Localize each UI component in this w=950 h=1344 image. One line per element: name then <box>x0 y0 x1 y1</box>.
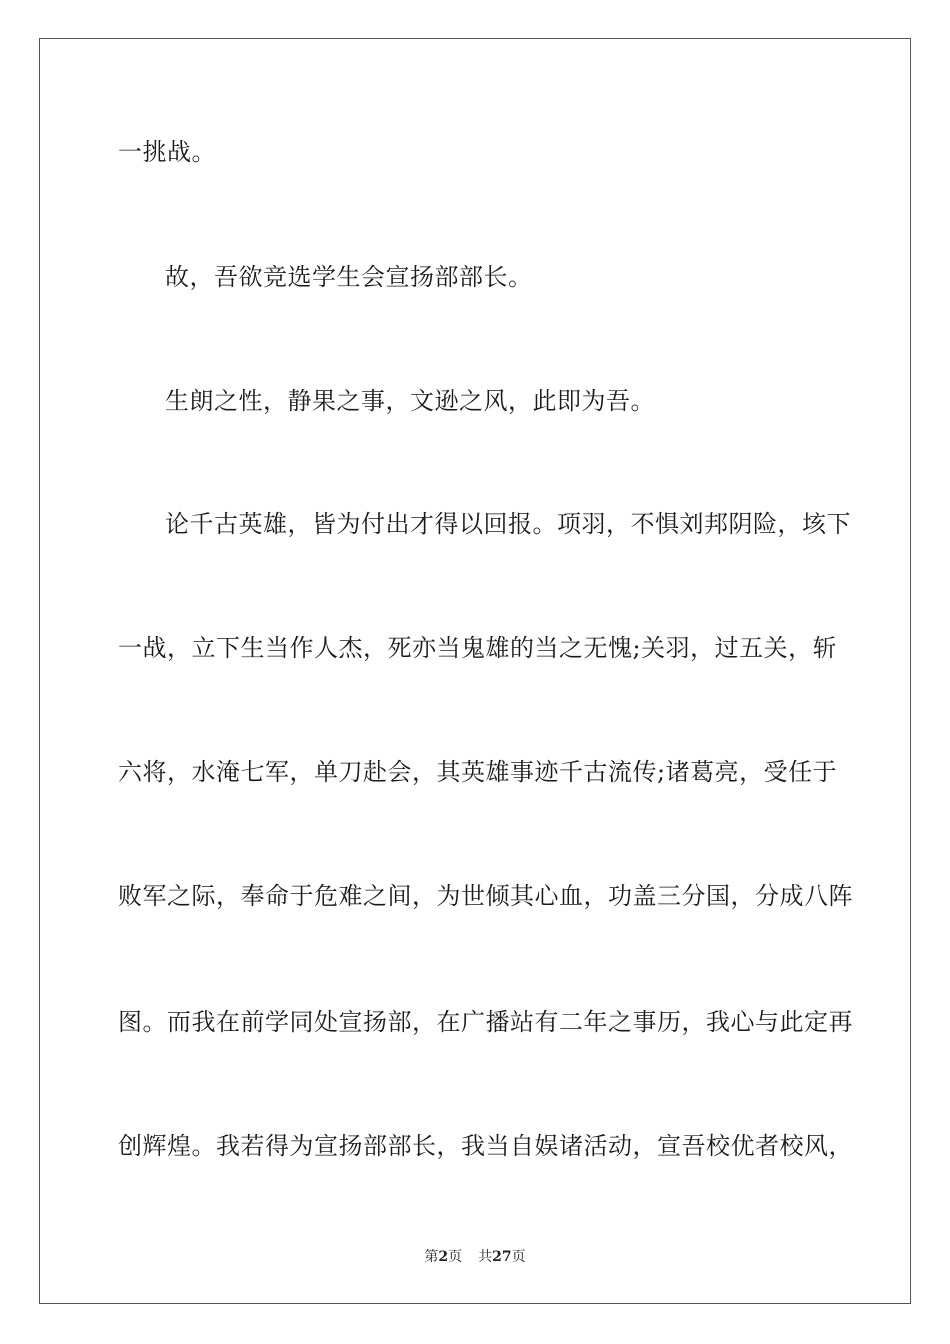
page-total-suffix: 页 <box>511 1249 526 1265</box>
page-total-count: 27 <box>492 1249 512 1265</box>
page-footer <box>0 1247 950 1267</box>
text-line-1: 一挑战。 <box>118 138 216 166</box>
text-line-7: 败军之际，奉命于危难之间，为世倾其心血，功盖三分国，分成八阵 <box>118 882 853 910</box>
text-line-9: 创辉煌。我若得为宣扬部部长，我当自娱诸活动，宣吾校优者校风， <box>118 1132 853 1160</box>
page-total-prefix: 共 <box>478 1249 493 1265</box>
text-line-5: 一战，立下生当作人杰，死亦当鬼雄的当之无愧;关羽，过五关，斩 <box>118 634 838 662</box>
text-line-4: 论千古英雄，皆为付出才得以回报。项羽，不惧刘邦阴险，垓下 <box>165 510 851 538</box>
text-line-3: 生朗之性，静果之事，文逊之风，此即为吾。 <box>165 387 655 415</box>
page-border <box>39 38 911 1304</box>
text-line-6: 六将，水淹七军，单刀赴会，其英雄事迹千古流传;诸葛亮，受任于 <box>118 758 838 786</box>
text-line-2: 故，吾欲竞选学生会宣扬部部长。 <box>165 263 533 291</box>
page-number-suffix: 页 <box>448 1249 463 1265</box>
text-line-8: 图。而我在前学同处宣扬部，在广播站有二年之事历，我心与此定再 <box>118 1008 853 1036</box>
page-number-current: 2 <box>438 1249 449 1265</box>
page-number-prefix: 第 <box>424 1249 439 1265</box>
